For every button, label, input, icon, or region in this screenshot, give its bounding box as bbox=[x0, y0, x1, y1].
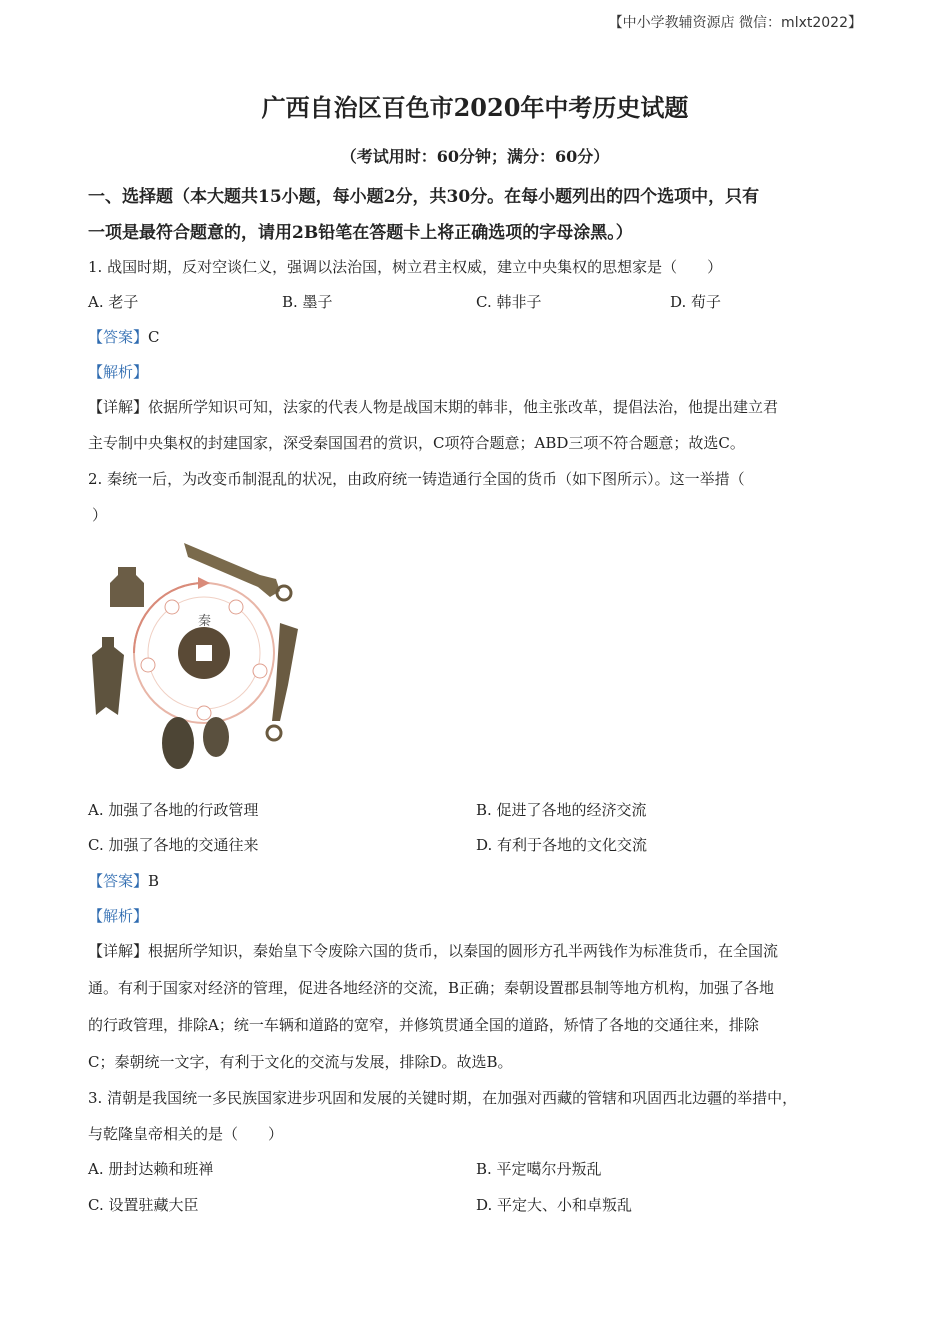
q1-answer bbox=[88, 326, 878, 347]
q2-detail-line2: 通。有利于国家对经济的管理，促进各地经济的交流，B正确；秦朝设置郡县制等地方机构，加强了各地 bbox=[88, 979, 775, 997]
q1-analysis-label: 【解析】 bbox=[88, 363, 149, 381]
q2-option-d: D. 有利于各地的文化交流 bbox=[476, 836, 648, 854]
answer-value: C bbox=[148, 328, 160, 346]
page-title: 广西自治区百色市2020年中考历史试题 bbox=[261, 93, 689, 122]
q2-option-b: B. 促进了各地的经济交流 bbox=[476, 801, 647, 819]
section-heading-line2: 一项是最符合题意的，请用2B铅笔在答题卡上将正确选项的字母涂黑。） bbox=[88, 223, 633, 243]
q2-detail-line4: C；秦朝统一文字，有利于文化的交流与发展，排除D。故选B。 bbox=[88, 1053, 513, 1071]
qin-coin-figure bbox=[88, 535, 303, 775]
q2-stem-line1: 2. 秦统一后，为改变币制混乱的状况，由政府统一铸造通行全国的货币（如下图所示）。这一举措（ bbox=[88, 470, 745, 488]
q2-option-c: C. 加强了各地的交通往来 bbox=[88, 836, 259, 854]
q1-detail-line2: 主专制中央集权的封建国家，深受秦国国君的赏识，C项符合题意；ABD三项不符合题意；故选C。 bbox=[88, 434, 745, 452]
detail-label: 【详解】 bbox=[88, 942, 149, 960]
q1-stem: 1. 战国时期，反对空谈仁义，强调以法治国，树立君主权威，建立中央集权的思想家是（ ） bbox=[88, 258, 723, 276]
answer-label: 【答案】 bbox=[88, 328, 149, 346]
answer-value: B bbox=[148, 872, 160, 890]
q2-option-a: A. 加强了各地的行政管理 bbox=[88, 801, 259, 819]
q3-option-a: A. 册封达赖和班禅 bbox=[88, 1160, 214, 1178]
q1-detail-line1 bbox=[88, 396, 878, 417]
q1-option-d: D. 荀子 bbox=[670, 293, 722, 311]
q1-option-a: A. 老子 bbox=[88, 293, 139, 311]
q3-option-c: C. 设置驻藏大臣 bbox=[88, 1196, 199, 1214]
detail-label: 【详解】 bbox=[88, 398, 149, 416]
q2-stem-line2: ） bbox=[92, 506, 108, 524]
watermark: 【中小学教辅资源店 微信：mlxt2022】 bbox=[608, 15, 862, 31]
q2-analysis-label: 【解析】 bbox=[88, 907, 149, 925]
answer-label: 【答案】 bbox=[88, 872, 149, 890]
q2-detail-line3: 的行政管理，排除A；统一车辆和道路的宽窄，并修筑贯通全国的道路，矫情了各地的交通往来，排除 bbox=[88, 1016, 759, 1034]
exam-info: （考试用时：60分钟；满分：60分） bbox=[340, 147, 610, 166]
q3-stem-line1: 3. 清朝是我国统一多民族国家进步巩固和发展的关键时期，在加强对西藏的管辖和巩固西北边疆的举措中， bbox=[88, 1089, 798, 1107]
detail-text: 根据所学知识，秦始皇下令废除六国的货币，以秦国的圆形方孔半两钱作为标准货币，在全国流 bbox=[148, 942, 779, 960]
detail-text: 依据所学知识可知，法家的代表人物是战国末期的韩非，他主张改革，提倡法治，他提出建立君 bbox=[148, 398, 779, 416]
q2-detail-line1 bbox=[88, 940, 878, 961]
q2-answer bbox=[88, 870, 878, 891]
section-heading-line1: 一、选择题（本大题共15小题，每小题2分，共30分。在每小题列出的四个选项中，只有 bbox=[88, 187, 760, 207]
q3-stem-line2: 与乾隆皇帝相关的是（ ） bbox=[88, 1125, 284, 1143]
q3-option-d: D. 平定大、小和卓叛乱 bbox=[476, 1196, 633, 1214]
q3-option-b: B. 平定噶尔丹叛乱 bbox=[476, 1160, 602, 1178]
figure-center-label: 秦 bbox=[198, 614, 212, 629]
q1-option-c: C. 韩非子 bbox=[476, 293, 542, 311]
q1-option-b: B. 墨子 bbox=[282, 293, 333, 311]
